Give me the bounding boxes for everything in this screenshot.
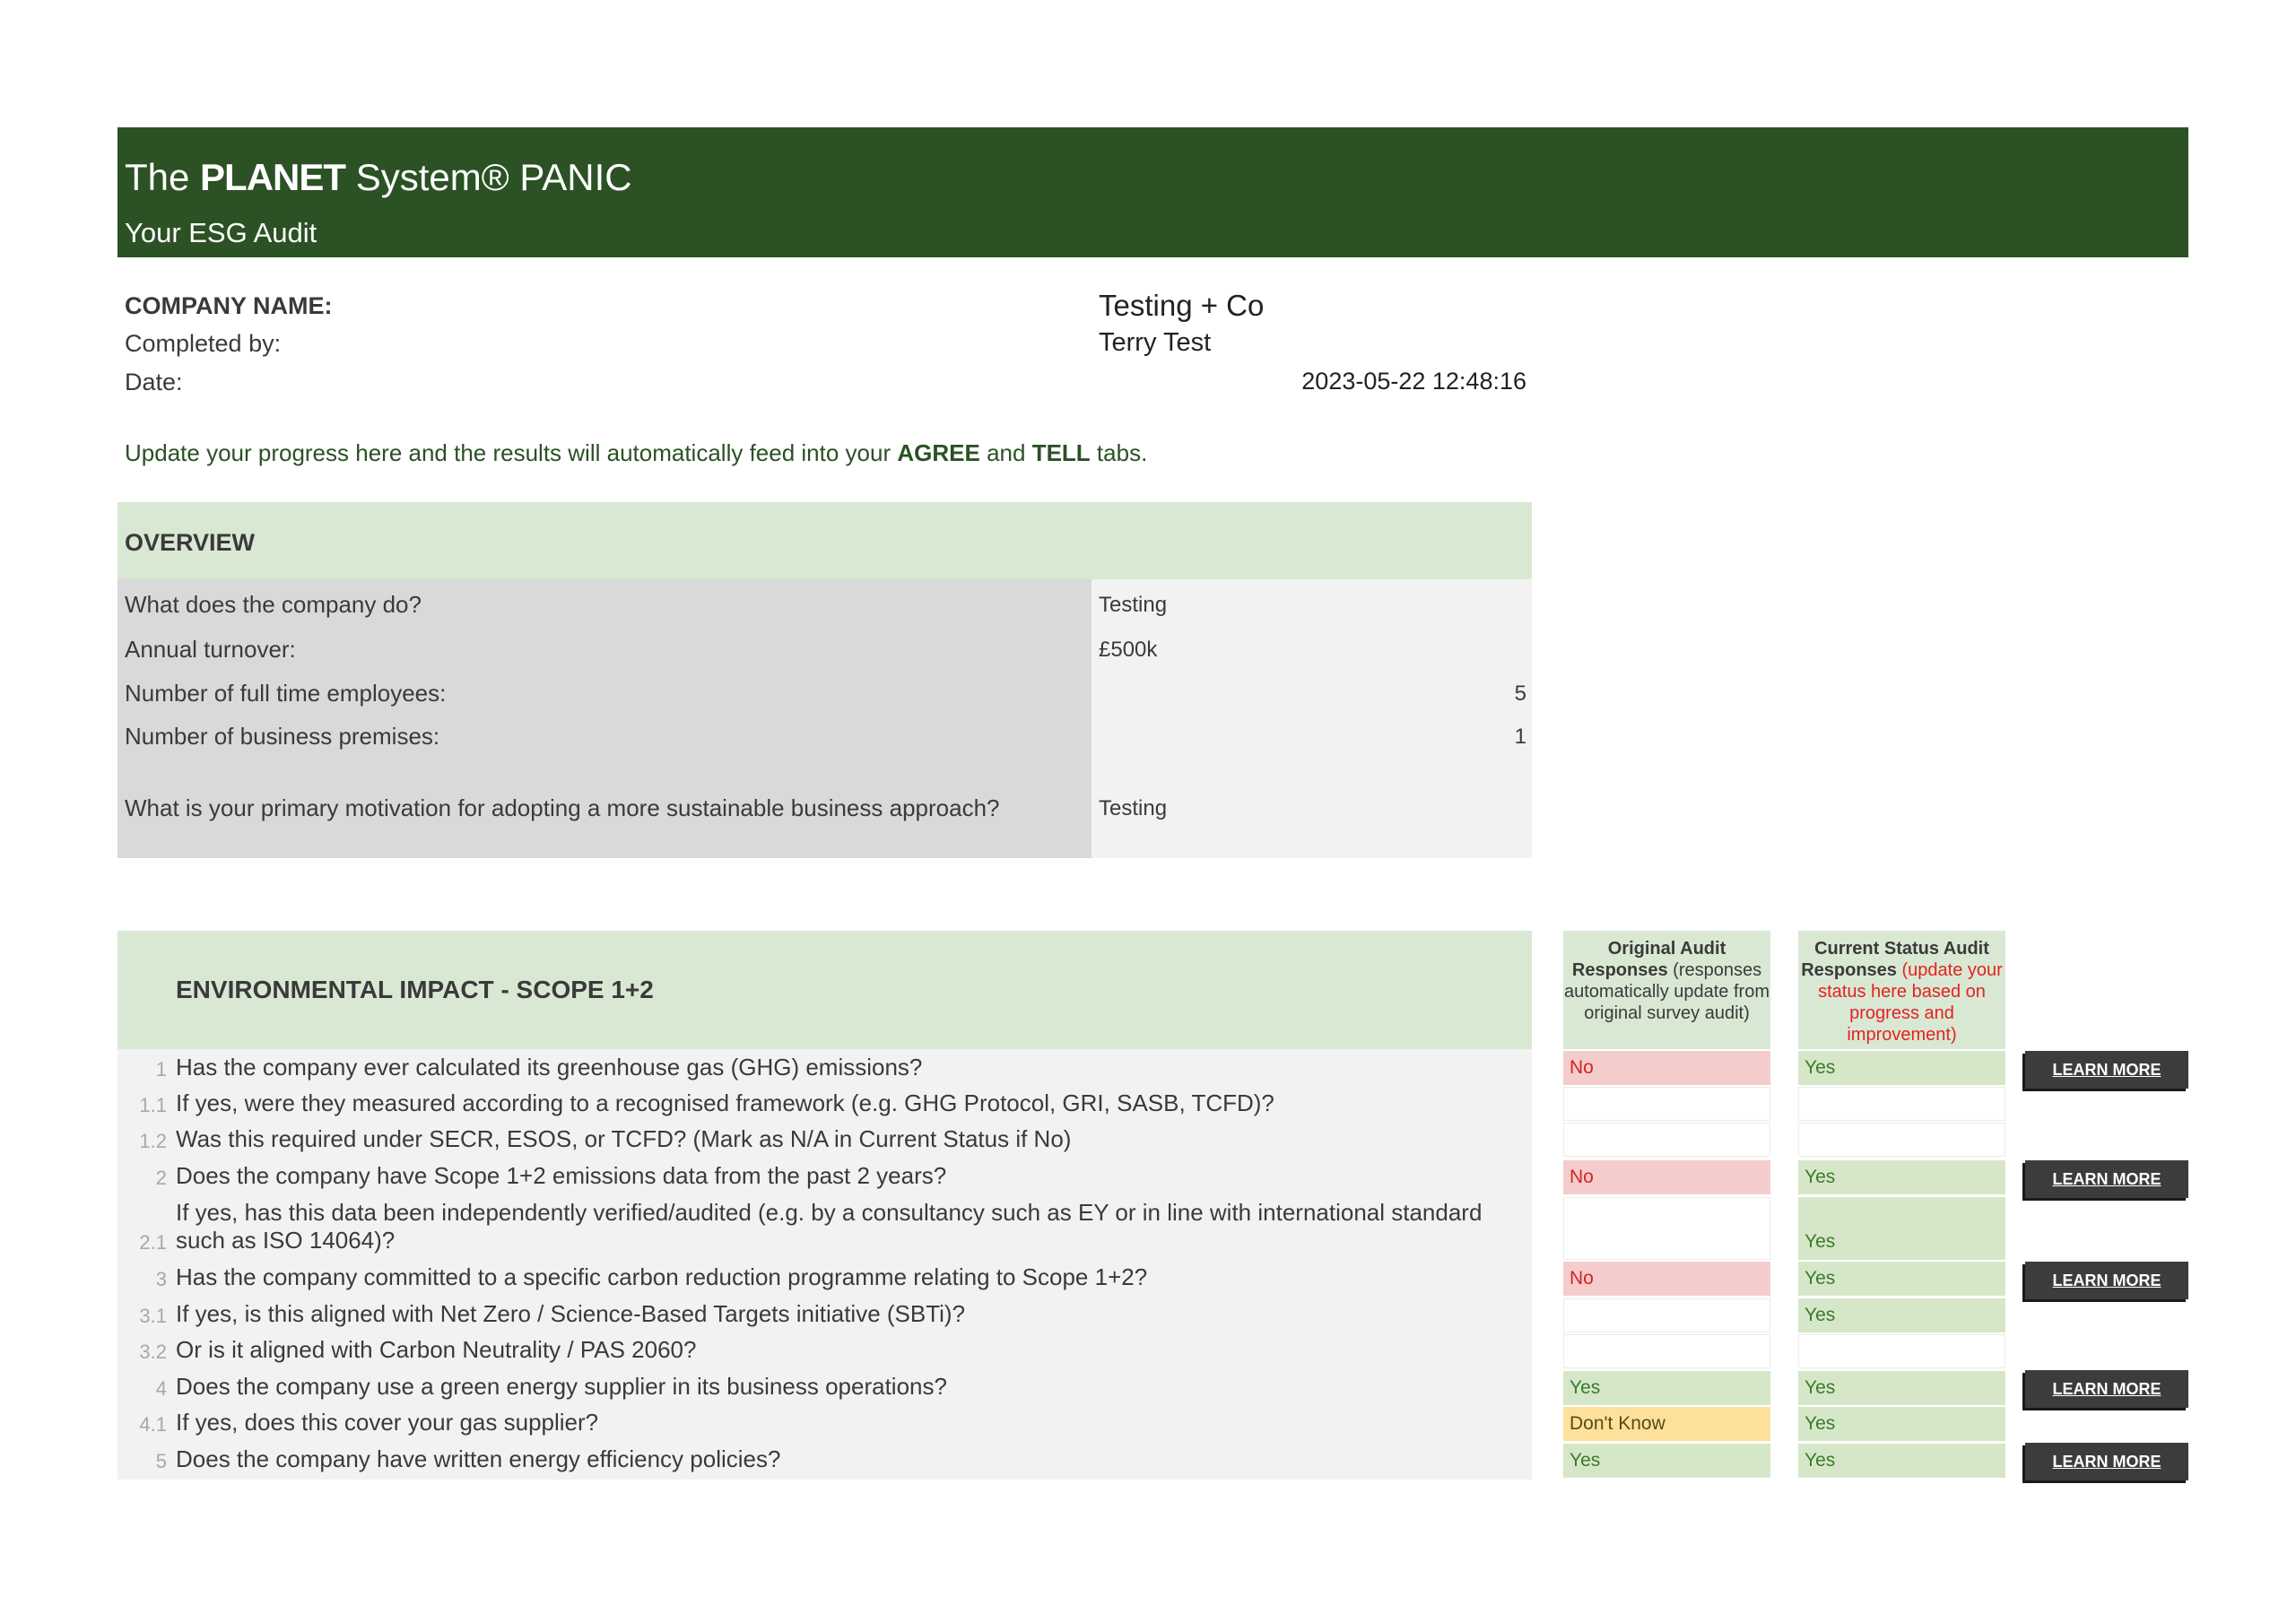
note-tell: TELL bbox=[1031, 439, 1091, 466]
question-text: If yes, has this data been independently verified/audited (e.g. by a consultancy such as EY or in line with international standard such as ISO 14064)? bbox=[176, 1199, 1483, 1254]
original-response-cell bbox=[1563, 1123, 1770, 1157]
date-value[interactable]: 2023-05-22 12:48:16 bbox=[1301, 368, 1526, 395]
current-status-cell[interactable] bbox=[1798, 1334, 2005, 1368]
overview-answer[interactable]: £500k bbox=[1099, 638, 1158, 662]
overview-question: What is your primary motivation for adopting a more sustainable business approach? bbox=[125, 794, 1000, 821]
completed-by-label: Completed by: bbox=[125, 330, 282, 357]
question-text: If yes, does this cover your gas supplier? bbox=[176, 1409, 599, 1436]
company-name-label: COMPANY NAME: bbox=[125, 292, 333, 319]
question-text: If yes, were they measured according to a recognised framework (e.g. GHG Protocol, GRI, SASB, TCFD)? bbox=[176, 1089, 1274, 1116]
overview-question: Annual turnover: bbox=[125, 636, 296, 663]
overview-question: What does the company do? bbox=[125, 591, 422, 618]
question-number: 1.2 bbox=[139, 1130, 167, 1152]
current-header-note: (update your status here based on progress and improvement) bbox=[1818, 960, 2003, 1045]
question-text: If yes, is this aligned with Net Zero / Science-Based Targets initiative (SBTi)? bbox=[176, 1300, 966, 1327]
original-response-cell: Yes bbox=[1563, 1371, 1770, 1405]
overview-answer[interactable]: 1 bbox=[1514, 725, 1526, 749]
question-number: 3 bbox=[155, 1268, 167, 1290]
question-number: 4 bbox=[155, 1377, 167, 1400]
current-status-cell[interactable]: Yes bbox=[1798, 1197, 2005, 1260]
current-status-cell[interactable]: Yes bbox=[1798, 1051, 2005, 1085]
original-response-cell: No bbox=[1563, 1262, 1770, 1296]
note-suffix: tabs. bbox=[1096, 439, 1148, 466]
current-status-cell[interactable] bbox=[1798, 1123, 2005, 1157]
question-text: Has the company ever calculated its greenhouse gas (GHG) emissions? bbox=[176, 1054, 923, 1081]
original-response-cell bbox=[1563, 1087, 1770, 1121]
title-suffix: System® PANIC bbox=[355, 156, 632, 198]
environment-header bbox=[117, 931, 1532, 1049]
question-text: Or is it aligned with Carbon Neutrality / PAS 2060? bbox=[176, 1336, 697, 1363]
original-response-cell bbox=[1563, 1334, 1770, 1368]
original-header-bold: Original Audit Responses bbox=[1571, 939, 1726, 980]
overview-question: Number of full time employees: bbox=[125, 680, 447, 707]
original-response-cell: No bbox=[1563, 1051, 1770, 1085]
header-banner bbox=[117, 127, 2188, 257]
completed-by-value[interactable]: Terry Test bbox=[1099, 328, 1212, 357]
overview-title: OVERVIEW bbox=[125, 529, 256, 556]
original-response-cell bbox=[1563, 1197, 1770, 1260]
overview-answer[interactable]: Testing bbox=[1099, 593, 1168, 617]
title-prefix: The bbox=[125, 156, 190, 198]
original-response-cell: Don't Know bbox=[1563, 1407, 1770, 1441]
question-number: 1 bbox=[155, 1058, 167, 1081]
question-text: Was this required under SECR, ESOS, or TCFD? (Mark as N/A in Current Status if No) bbox=[176, 1125, 1072, 1152]
note-and: and bbox=[987, 439, 1026, 466]
learn-more-button[interactable]: LEARN MORE bbox=[2025, 1051, 2188, 1089]
original-header-note: (responses automatically update from original survey audit) bbox=[1563, 960, 1770, 1023]
original-responses-header bbox=[1563, 931, 1770, 1049]
question-number: 1.1 bbox=[139, 1094, 167, 1116]
current-status-cell[interactable]: Yes bbox=[1798, 1444, 2005, 1478]
current-responses-header bbox=[1798, 931, 2005, 1049]
current-status-cell[interactable]: Yes bbox=[1798, 1160, 2005, 1194]
question-number: 3.1 bbox=[139, 1305, 167, 1327]
title-brand: PLANET bbox=[200, 156, 346, 198]
progress-note bbox=[125, 439, 1147, 467]
overview-answer[interactable]: Testing bbox=[1099, 796, 1168, 820]
note-prefix: Update your progress here and the results will automatically feed into your bbox=[125, 439, 891, 466]
question-text: Has the company committed to a specific carbon reduction programme relating to Scope 1+2? bbox=[176, 1263, 1148, 1290]
environment-title: ENVIRONMENTAL IMPACT - SCOPE 1+2 bbox=[176, 976, 654, 1003]
original-response-cell bbox=[1563, 1298, 1770, 1332]
current-status-cell[interactable]: Yes bbox=[1798, 1262, 2005, 1296]
question-text: Does the company have written energy efficiency policies? bbox=[176, 1445, 781, 1472]
original-response-cell: Yes bbox=[1563, 1444, 1770, 1478]
note-agree: AGREE bbox=[897, 439, 980, 466]
question-text: Does the company have Scope 1+2 emissions data from the past 2 years? bbox=[176, 1162, 947, 1189]
learn-more-button[interactable]: LEARN MORE bbox=[2025, 1160, 2188, 1198]
current-status-cell[interactable]: Yes bbox=[1798, 1371, 2005, 1405]
original-response-cell: No bbox=[1563, 1160, 1770, 1194]
company-name-value[interactable]: Testing + Co bbox=[1099, 289, 1265, 322]
current-status-cell[interactable] bbox=[1798, 1087, 2005, 1121]
overview-header bbox=[117, 502, 1532, 579]
app-subtitle: Your ESG Audit bbox=[125, 217, 317, 248]
question-number: 3.2 bbox=[139, 1341, 167, 1363]
question-number: 4.1 bbox=[139, 1413, 167, 1436]
current-status-cell[interactable]: Yes bbox=[1798, 1298, 2005, 1332]
question-number: 2 bbox=[155, 1167, 167, 1189]
current-status-cell[interactable]: Yes bbox=[1798, 1407, 2005, 1441]
current-header-bold: Current Status Audit Responses bbox=[1801, 939, 1989, 980]
learn-more-button[interactable]: LEARN MORE bbox=[2025, 1262, 2188, 1299]
app-title bbox=[125, 156, 632, 199]
learn-more-button[interactable]: LEARN MORE bbox=[2025, 1443, 2188, 1480]
overview-question: Number of business premises: bbox=[125, 723, 440, 750]
learn-more-button[interactable]: LEARN MORE bbox=[2025, 1370, 2188, 1408]
overview-answer[interactable]: 5 bbox=[1514, 681, 1526, 706]
question-number: 5 bbox=[155, 1450, 167, 1472]
date-label: Date: bbox=[125, 369, 183, 395]
question-text: Does the company use a green energy supplier in its business operations? bbox=[176, 1373, 947, 1400]
question-number: 2.1 bbox=[139, 1231, 167, 1254]
